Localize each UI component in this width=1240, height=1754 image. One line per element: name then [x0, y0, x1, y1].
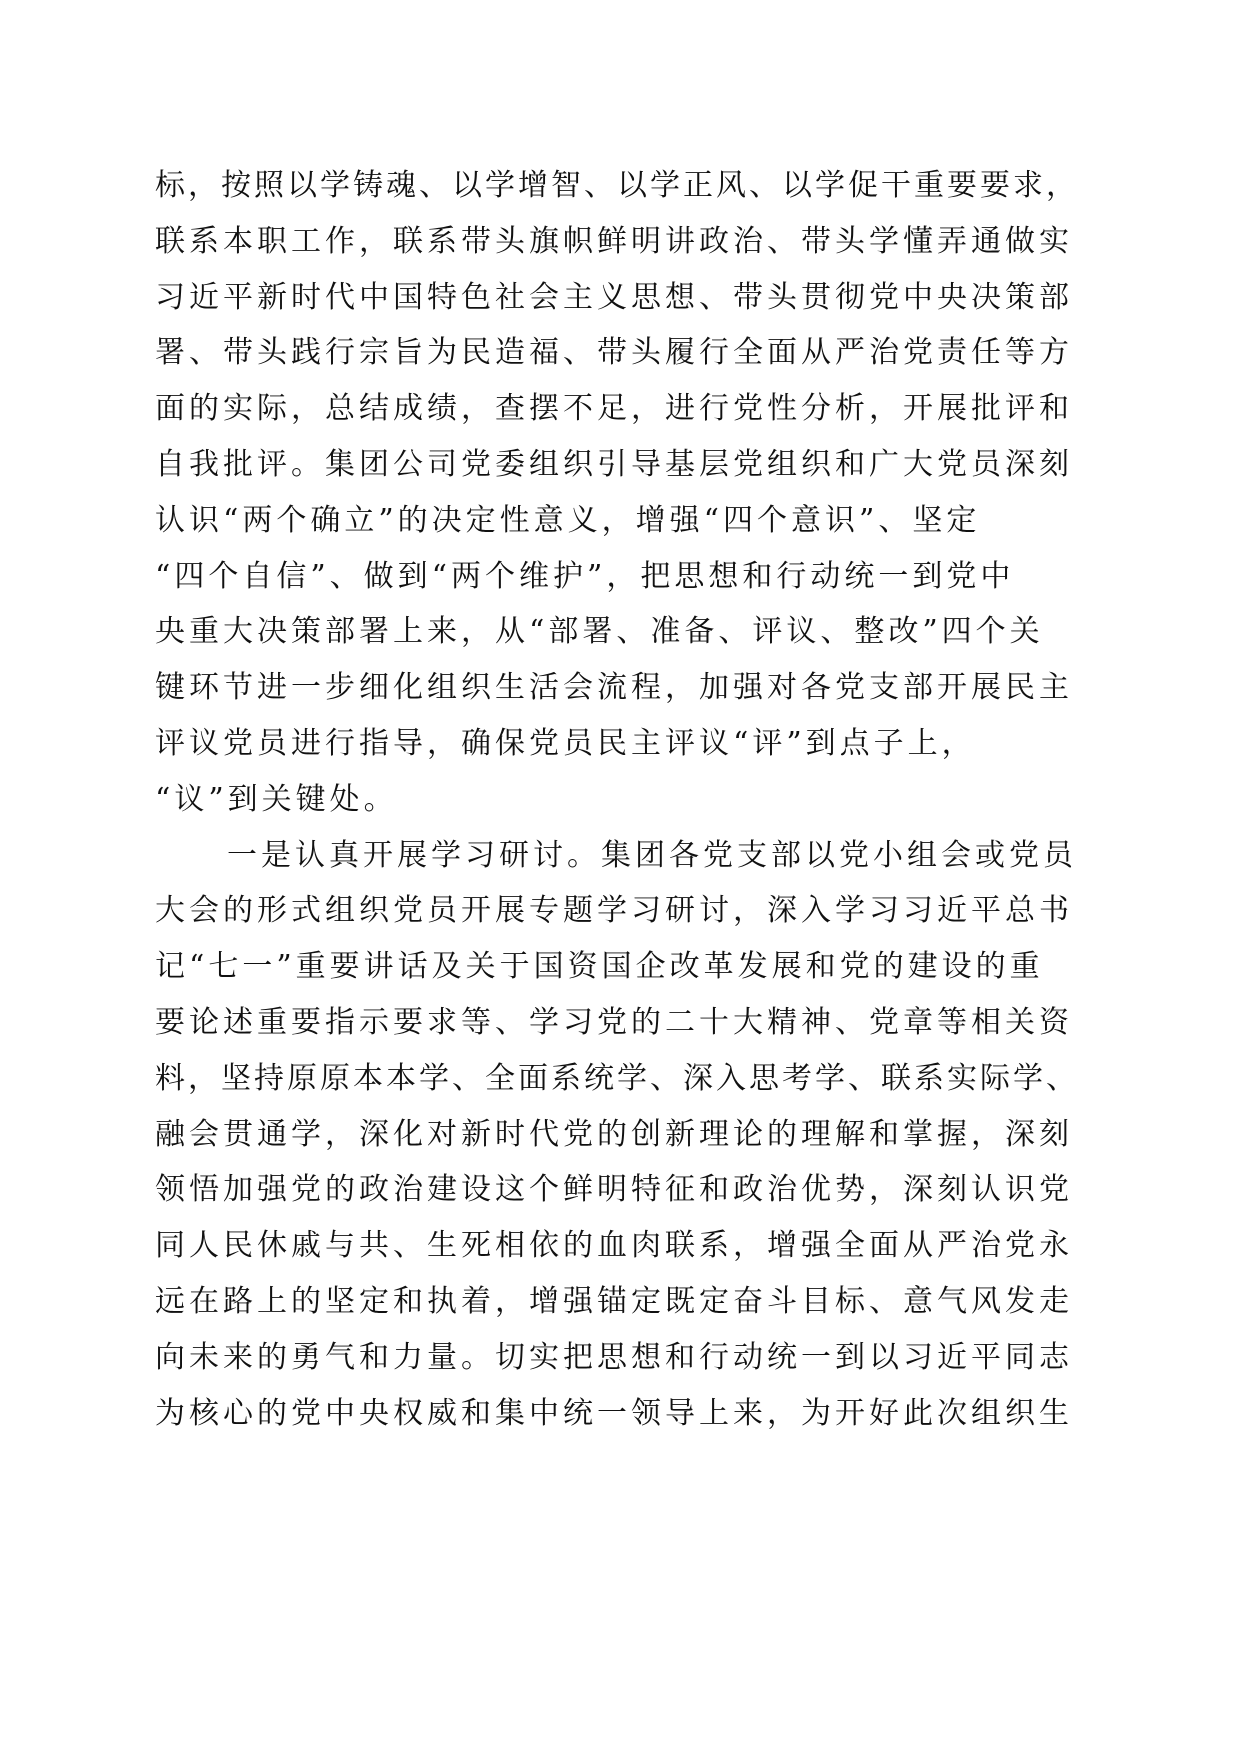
text-line: 键环节进一步细化组织生活会流程，加强对各党支部开展民主 — [155, 670, 1073, 706]
text-line: 认识“两个确立”的决定性意义，增强“四个意识”、坚定 — [155, 502, 981, 538]
text-line: 自我批评。集团公司党委组织引导基层党组织和广大党员深刻 — [155, 446, 1073, 482]
text-line: 联系本职工作，联系带头旗帜鲜明讲政治、带头学懂弄通做实 — [155, 223, 1073, 259]
text-line: 评议党员进行指导，确保党员民主评议“评”到点子上， — [155, 725, 976, 761]
text-line: 为核心的党中央权威和集中统一领导上来，为开好此次组织生 — [155, 1395, 1073, 1431]
text-line: “四个自信”、做到“两个维护”，把思想和行动统一到党中 — [155, 558, 1015, 594]
text-line: 远在路上的坚定和执着，增强锚定既定奋斗目标、意气风发走 — [155, 1283, 1073, 1319]
paragraph-1 — [155, 158, 1085, 828]
text-line: 记“七一”重要讲话及关于国资国企改革发展和党的建设的重 — [155, 949, 1044, 985]
document-body — [155, 158, 1085, 1441]
paragraph-2 — [155, 828, 1085, 1442]
text-line: 面的实际，总结成绩，查摆不足，进行党性分析，开展批评和 — [155, 391, 1073, 427]
text-line: 署、带头践行宗旨为民造福、带头履行全面从严治党责任等方 — [155, 335, 1073, 371]
text-line: 央重大决策部署上来，从“部署、准备、评议、整改”四个关 — [155, 614, 1044, 650]
text-line: 一是认真开展学习研讨。集团各党支部以党小组会或党员 — [227, 837, 1077, 873]
text-line: 料，坚持原原本本学、全面系统学、深入思考学、联系实际学、 — [155, 1060, 1079, 1096]
text-line: 要论述重要指示要求等、学习党的二十大精神、党章等相关资 — [155, 1004, 1073, 1040]
text-line: 向未来的勇气和力量。切实把思想和行动统一到以习近平同志 — [155, 1339, 1073, 1375]
text-line: 标，按照以学铸魂、以学增智、以学正风、以学促干重要要求， — [155, 168, 1079, 203]
text-line: 习近平新时代中国特色社会主义思想、带头贯彻党中央决策部 — [155, 279, 1073, 315]
text-line: 大会的形式组织党员开展专题学习研讨，深入学习习近平总书 — [155, 893, 1073, 929]
text-line: 领悟加强党的政治建设这个鲜明特征和政治优势，深刻认识党 — [155, 1172, 1073, 1208]
text-line: 同人民休戚与共、生死相依的血肉联系，增强全面从严治党永 — [155, 1228, 1073, 1264]
text-line: 融会贯通学，深化对新时代党的创新理论的理解和掌握，深刻 — [155, 1116, 1073, 1152]
text-line: “议”到关键处。 — [155, 781, 398, 817]
